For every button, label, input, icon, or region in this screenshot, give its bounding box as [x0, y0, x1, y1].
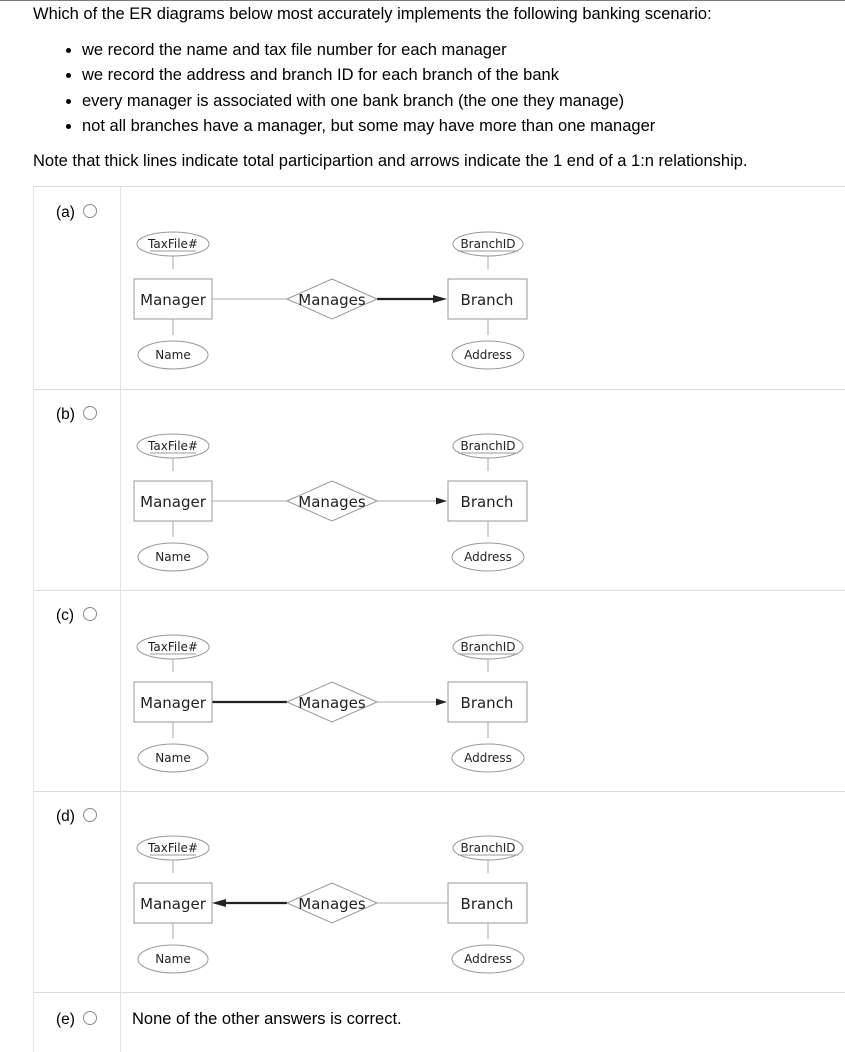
option-e-text: None of the other answers is correct. [132, 1010, 402, 1028]
option-label: (e) [56, 1011, 75, 1028]
bullet-item: every manager is associated with one bank branch (the one they manage) [62, 89, 655, 114]
taxfile-attribute: TaxFile# [148, 640, 198, 654]
svg-text:Manager: Manager [140, 694, 206, 712]
svg-text:Manages: Manages [298, 694, 366, 712]
svg-text:Branch: Branch [460, 895, 514, 913]
taxfile-attribute: TaxFile# [148, 237, 198, 251]
address-attribute: Address [464, 751, 512, 765]
option-e-radio[interactable] [83, 1011, 97, 1025]
option-label: (d) [56, 808, 75, 825]
er-diagram [133, 801, 533, 976]
branchid-attribute: BranchID [460, 640, 516, 654]
svg-text:Manages: Manages [298, 291, 366, 309]
note-text: Note that thick lines indicate total participartion and arrows indicate the 1 end of a 1:n relationship. [33, 152, 748, 170]
svg-text:Manages: Manages [298, 493, 366, 511]
scenario-bullets [62, 38, 655, 139]
svg-text:Branch: Branch [460, 291, 514, 309]
bullet-item: not all branches have a manager, but some may have more than one manager [62, 114, 655, 139]
name-attribute: Name [155, 550, 191, 564]
option-label: (b) [56, 406, 75, 423]
svg-text:Manages: Manages [298, 895, 366, 913]
option-label-cell [33, 187, 121, 389]
er-diagram [133, 197, 533, 372]
address-attribute: Address [464, 348, 512, 362]
branchid-attribute: BranchID [460, 237, 516, 251]
svg-text:Branch: Branch [460, 694, 514, 712]
option-b [33, 389, 845, 591]
name-attribute: Name [155, 751, 191, 765]
er-diagram [133, 399, 533, 574]
address-attribute: Address [464, 550, 512, 564]
bullet-item: we record the address and branch ID for each branch of the bank [62, 63, 655, 88]
option-label-cell [33, 590, 121, 791]
option-label-cell [33, 389, 121, 590]
taxfile-attribute: TaxFile# [148, 439, 198, 453]
option-b-radio[interactable] [83, 406, 97, 420]
name-attribute: Name [155, 348, 191, 362]
option-c [33, 590, 845, 792]
svg-text:Manager: Manager [140, 493, 206, 511]
address-attribute: Address [464, 952, 512, 966]
taxfile-attribute: TaxFile# [148, 841, 198, 855]
svg-text:Branch: Branch [460, 493, 514, 511]
option-e [33, 992, 845, 1052]
bullet-item: we record the name and tax file number for each manager [62, 38, 655, 63]
option-label-cell [33, 791, 121, 992]
option-label: (c) [56, 607, 75, 624]
option-d [33, 791, 845, 993]
option-a [33, 187, 845, 390]
name-attribute: Name [155, 952, 191, 966]
option-label: (a) [56, 204, 75, 221]
top-divider [0, 0, 845, 1]
answer-options [33, 186, 845, 1028]
option-a-radio[interactable] [83, 204, 97, 218]
branchid-attribute: BranchID [460, 439, 516, 453]
svg-text:Manager: Manager [140, 895, 206, 913]
option-label-cell [33, 992, 121, 1052]
option-d-radio[interactable] [83, 808, 97, 822]
option-c-radio[interactable] [83, 607, 97, 621]
er-diagram [133, 600, 533, 775]
svg-text:Manager: Manager [140, 291, 206, 309]
question-prompt: Which of the ER diagrams below most accurately implements the following banking scenario: [33, 5, 712, 23]
branchid-attribute: BranchID [460, 841, 516, 855]
